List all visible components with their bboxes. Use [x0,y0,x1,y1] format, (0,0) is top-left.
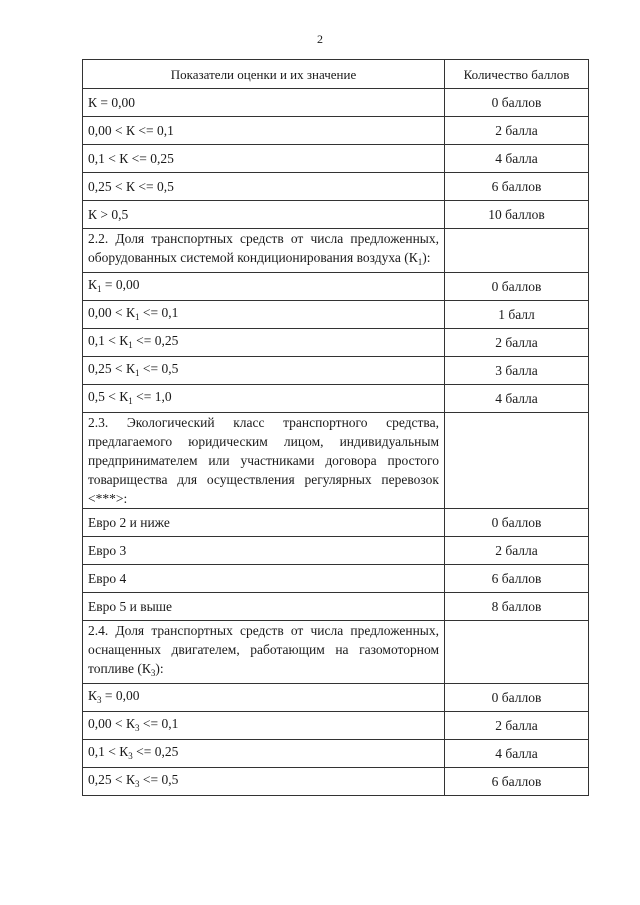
criteria-cell [83,537,445,565]
subscript-index: 1 [417,257,423,267]
section-heading-cell [83,413,445,509]
points-cell: 3 балла [445,357,589,385]
criteria-cell [83,145,445,173]
points-cell: 10 баллов [445,201,589,229]
criteria-text-suffix: <= 0,5 [139,771,179,787]
points-cell: 1 балл [445,301,589,329]
criteria-cell [83,768,445,796]
criteria-text: 0,25 < К [88,771,135,787]
subscript-index: 1 [135,367,140,378]
criteria-cell [83,173,445,201]
subscript-index: 3 [135,722,140,733]
table-row [83,145,589,173]
criteria-text: 0,00 < К [88,715,135,731]
section-row [83,413,589,509]
points-cell: 2 балла [445,117,589,145]
table-row [83,684,589,712]
criteria-text: 2.3. Экологический класс транспортного средства, предлагаемого юридическим лицом, индивидуальным предпринимателем или участниками договора простого товарищества для осуществления регулярных перевозок <***>: [88,415,439,506]
criteria-text: 0,00 < К [88,304,135,320]
criteria-text: К = 0,00 [88,95,135,110]
criteria-text-suffix: = 0,00 [101,687,140,703]
table-row [83,201,589,229]
points-cell: 0 баллов [445,89,589,117]
points-cell: 6 баллов [445,173,589,201]
criteria-cell [83,329,445,357]
criteria-cell [83,684,445,712]
table-row [83,768,589,796]
table-header-row [83,60,589,89]
points-cell [445,621,589,684]
section-heading-cell [83,621,445,684]
page-number: 2 [317,32,323,46]
criteria-text: К [88,687,98,703]
points-cell [445,229,589,273]
criteria-text: 0,1 < К [88,332,129,348]
header-points: Количество баллов [445,60,589,89]
criteria-cell [83,565,445,593]
points-cell: 4 балла [445,740,589,768]
points-cell: 4 балла [445,385,589,413]
subscript-index: 3 [150,668,156,678]
criteria-text-suffix: <= 0,25 [132,743,179,759]
table-body [83,89,589,796]
criteria-cell [83,201,445,229]
table-row [83,301,589,329]
table-row [83,117,589,145]
scoring-table [82,59,589,796]
points-cell: 0 баллов [445,684,589,712]
table-row [83,273,589,301]
criteria-cell [83,357,445,385]
section-row [83,229,589,273]
table-row [83,712,589,740]
section-heading-cell [83,229,445,273]
table-row [83,329,589,357]
criteria-text-suffix: <= 1,0 [132,388,172,404]
header-criteria: Показатели оценки и их значение [83,60,445,89]
subscript-index: 1 [128,395,133,406]
subscript-index: 1 [128,339,133,350]
criteria-text: 2.4. Доля транспортных средств от числа предложенных, оснащенных двигателем, работающим на газомоторном топливе (К [88,623,439,676]
criteria-text: 0,25 < К [88,360,135,376]
criteria-text: 0,25 < К <= 0,5 [88,179,174,194]
criteria-text: 0,1 < К <= 0,25 [88,151,174,166]
criteria-text-suffix: <= 0,1 [139,304,179,320]
points-cell: 6 баллов [445,768,589,796]
table-row [83,565,589,593]
criteria-text: Евро 5 и выше [88,599,173,614]
criteria-cell [83,273,445,301]
points-cell [445,413,589,509]
points-cell: 8 баллов [445,593,589,621]
criteria-text-suffix: ): [422,250,431,265]
criteria-text: Евро 2 и ниже [88,515,170,530]
criteria-text-suffix: = 0,00 [101,276,140,292]
table-row [83,357,589,385]
criteria-text: К > 0,5 [88,207,129,222]
table-row [83,89,589,117]
points-cell: 2 балла [445,537,589,565]
subscript-index: 3 [128,750,133,761]
criteria-text-suffix: <= 0,5 [139,360,179,376]
criteria-cell [83,117,445,145]
subscript-index: 1 [97,283,102,294]
criteria-text: Евро 4 [88,571,127,586]
table-row [83,385,589,413]
criteria-text-suffix: <= 0,1 [139,715,179,731]
points-cell: 0 баллов [445,509,589,537]
criteria-text: 2.2. Доля транспортных средств от числа предложенных, оборудованных системой кондиционирования воздуха (К [88,231,439,265]
criteria-cell [83,740,445,768]
table-row [83,593,589,621]
points-cell: 4 балла [445,145,589,173]
table-row [83,173,589,201]
criteria-cell [83,89,445,117]
subscript-index: 3 [135,778,140,789]
criteria-text-suffix: ): [155,661,164,676]
points-cell: 0 баллов [445,273,589,301]
points-cell: 2 балла [445,712,589,740]
subscript-index: 3 [97,694,102,705]
criteria-text-suffix: <= 0,25 [132,332,179,348]
section-row [83,621,589,684]
criteria-cell [83,301,445,329]
criteria-text: 0,00 < К <= 0,1 [88,123,174,138]
criteria-text: Евро 3 [88,543,127,558]
points-cell: 2 балла [445,329,589,357]
criteria-cell [83,385,445,413]
criteria-text: 0,1 < К [88,743,129,759]
table-row [83,509,589,537]
table-row [83,740,589,768]
criteria-cell [83,712,445,740]
table-row [83,537,589,565]
criteria-text: 0,5 < К [88,388,129,404]
criteria-text: К [88,276,98,292]
criteria-cell [83,509,445,537]
subscript-index: 1 [135,311,140,322]
criteria-cell [83,593,445,621]
points-cell: 6 баллов [445,565,589,593]
